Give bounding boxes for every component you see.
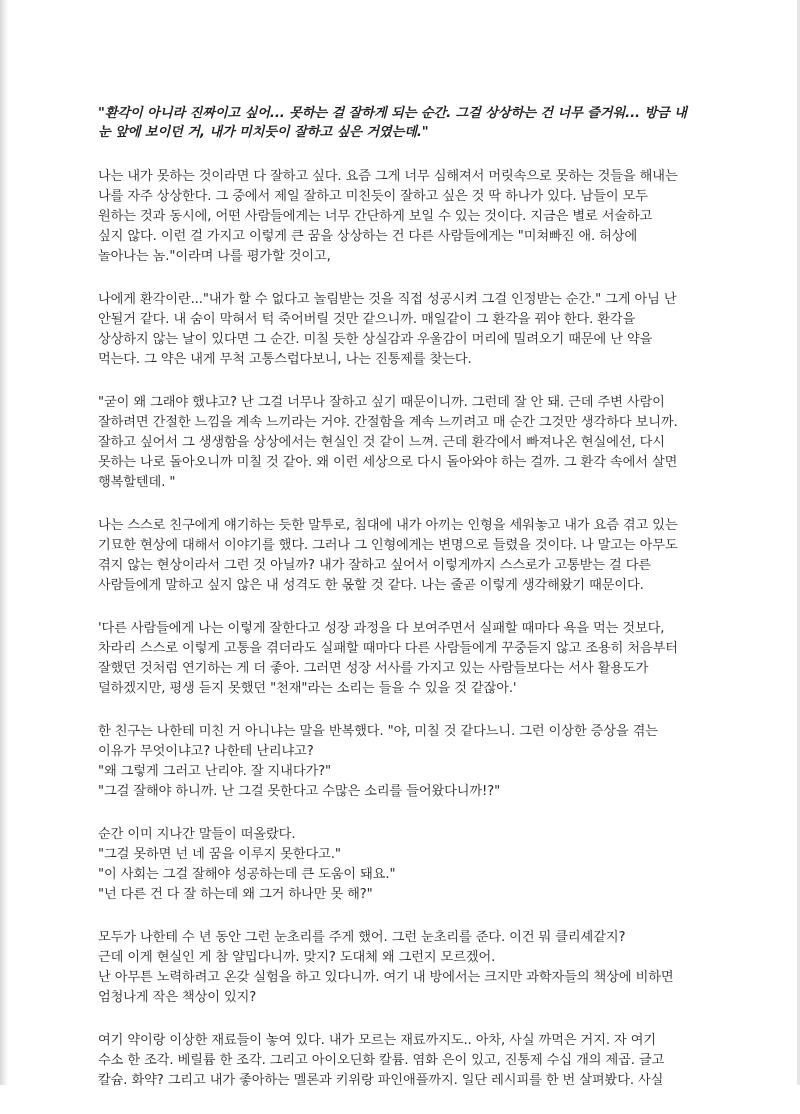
text-line: 나는 스스로 친구에게 얘기하는 듯한 말투로, 침대에 내가 아끼는 인형을 세워놓고 내가 요즘 겪고 있는	[98, 518, 678, 533]
paragraph	[98, 290, 704, 370]
dialogue-paragraph	[98, 393, 704, 493]
dialogue-paragraph	[98, 722, 704, 802]
text-line: 싶지 않다. 이런 걸 가지고 이렇게 큰 꿈을 상상하는 건 다른 사람들에게는 "미쳐빠진 애. 허상에	[98, 229, 638, 244]
inner-thought-paragraph	[98, 619, 704, 699]
text-line: 이유가 무엇이냐고? 나한테 난리냐고?	[98, 744, 314, 759]
text-line: 모두가 나한테 수 년 동안 그런 눈초리를 주게 했어. 그런 눈초리를 준다. 이건 뭐 클리셰같지?	[98, 930, 626, 945]
paragraph	[98, 516, 704, 596]
text-line: "환각이 아니라 진짜이고 싶어... 못하는 걸 잘하게 되는 순간. 그걸 상상하는 건 너무 즐거워... 방금 내	[98, 106, 687, 121]
text-line: 나는 내가 못하는 것이라면 다 잘하고 싶다. 요즘 그게 너무 심해져서 머릿속으로 못하는 것들을 해내는	[98, 169, 678, 184]
document-body	[98, 104, 704, 1114]
text-line: 눈 앞에 보이던 거, 내가 미치듯이 잘하고 싶은 거였는데."	[98, 125, 429, 140]
text-line: 난 아무튼 노력하려고 온갖 실험을 하고 있다니까. 여기 내 방에서는 크지만 과학자들의 책상에 비하면	[98, 970, 674, 985]
text-line: 원하는 것과 동시에, 어떤 사람들에게는 너무 간단하게 보일 수 있는 것이다. 지금은 별로 서술하고	[98, 209, 653, 224]
text-line: 행복할텐데. "	[98, 475, 176, 490]
recollection-paragraph	[98, 825, 704, 905]
text-line: 못하는 나로 돌아오니까 미칠 것 같아. 왜 이런 세상으로 다시 돌아와야 하는 걸까. 그 환각 속에서 살면	[98, 455, 678, 470]
text-line: 사람들에게 말하고 싶지 않은 내 성격도 한 몫할 것 같다. 나는 줄곧 이렇게 생각해왔기 때문이다.	[98, 578, 644, 593]
text-line: 잘하고 싶어서 그 생생함을 상상에서는 현실인 것 같이 느껴. 근데 환각에서 빠져나온 현실에선, 다시	[98, 435, 665, 450]
text-line: "그걸 못하면 넌 네 꿈을 이루지 못한다고."	[98, 847, 341, 862]
text-line: '다른 사람들에게 나는 이렇게 잘한다고 성장 과정을 다 보여주면서 실패할 때마다 욕을 먹는 것보다,	[98, 621, 665, 636]
text-line: 겪지 않는 현상이라서 그런 것 아닐까? 내가 잘하고 싶어서 이렇게까지 스스로가 고통받는 걸 다른	[98, 558, 652, 573]
text-line: "그걸 잘해야 하니까. 난 그걸 못한다고 수많은 소리를 들어왔다니까!?"	[98, 784, 501, 799]
text-line: 놀아나는 놈."이라며 나를 평가할 것이고,	[98, 249, 331, 264]
paragraph	[98, 1031, 704, 1091]
text-line: 잘하려면 간절한 느낌을 계속 느끼라는 거야. 간절함을 계속 느끼려고 매 순간 그것만 생각하다 보니까.	[98, 415, 678, 430]
text-line: 먹는다. 그 약은 내게 무척 고통스럽다보니, 나는 진통제를 찾는다.	[98, 352, 472, 367]
text-line: 안될거 같다. 내 숨이 막혀서 턱 죽어버릴 것만 같으니까. 매일같이 그 환각을 꿔야 한다. 환각을	[98, 312, 636, 327]
text-line: "굳이 왜 그래야 했냐고? 난 그걸 너무나 잘하고 싶기 때문이니까. 그런데 잘 안 돼. 근데 주변 사람이	[98, 395, 665, 410]
text-line: 덜하겠지만, 평생 듣지 못했던 "천재"라는 소리는 들을 수 있을 것 같잖아.'	[98, 681, 517, 696]
opening-quote-paragraph	[98, 104, 704, 142]
text-line: 여기 약이랑 이상한 재료들이 놓여 있다. 내가 모르는 재료까지도.. 아차, 사실 까먹은 거지. 자 여기	[98, 1033, 657, 1048]
page-left-edge-shadow	[0, 0, 9, 1085]
text-line: 엄청나게 작은 책상이 있지?	[98, 990, 257, 1005]
text-line: 나에게 환각이란..."내가 할 수 없다고 놀림받는 것을 직접 성공시켜 그걸 인정받는 순간." 그게 아님 난	[98, 292, 677, 307]
text-line: 근데 이게 현실인 게 참 얄밉다니까. 맞지? 도대체 왜 그런지 모르겠어.	[98, 950, 496, 965]
paragraph	[98, 928, 704, 1008]
text-line: 순간 이미 지나간 말들이 떠올랐다.	[98, 827, 296, 842]
text-line: 기묘한 현상에 대해서 이야기를 했다. 그러나 그 인형에게는 변명으로 들렸을 것이다. 나 말고는 아무도	[98, 538, 678, 553]
text-line: 잘했던 것처럼 연기하는 게 더 좋아. 그러면 성장 서사를 가지고 있는 사람들보다는 서사 활용도가	[98, 661, 649, 676]
text-line: 상상하지 않는 날이 있다면 그 순간. 미칠 듯한 상실감과 우울감이 머리에 밀려오기 때문에 난 약을	[98, 332, 653, 347]
text-line: 차라리 스스로 이렇게 고통을 겪더라도 실패할 때마다 다른 사람들에게 꾸중듣지 않고 조용히 처음부터	[98, 641, 678, 656]
text-line: 한 친구는 나한테 미친 거 아니냐는 말을 반복했다. "야, 미칠 것 같다느니. 그런 이상한 증상을 겪는	[98, 724, 658, 739]
text-line: 나를 자주 상상한다. 그 중에서 제일 잘하고 미친듯이 잘하고 싶은 것 딱 하나가 있다. 남들이 모두	[98, 189, 648, 204]
text-line: "왜 그렇게 그러고 난리야. 잘 지내다가?"	[98, 764, 331, 779]
text-line: 칼슘. 화약? 그리고 내가 좋아하는 멜론과 키위랑 파인애플까지. 일단 레시피를 한 번 살펴봤다. 사실	[98, 1073, 664, 1088]
text-line: 수소 한 조각. 베릴륨 한 조각. 그리고 아이오딘화 칼륨. 염화 은이 있고, 진통제 수십 개의 제곱. 글고	[98, 1053, 665, 1068]
text-line: "넌 다른 건 다 잘 하는데 왜 그거 하나만 못 해?"	[98, 887, 373, 902]
paragraph	[98, 167, 704, 267]
text-line: "이 사회는 그걸 잘해야 성공하는데 큰 도움이 돼요."	[98, 867, 396, 882]
